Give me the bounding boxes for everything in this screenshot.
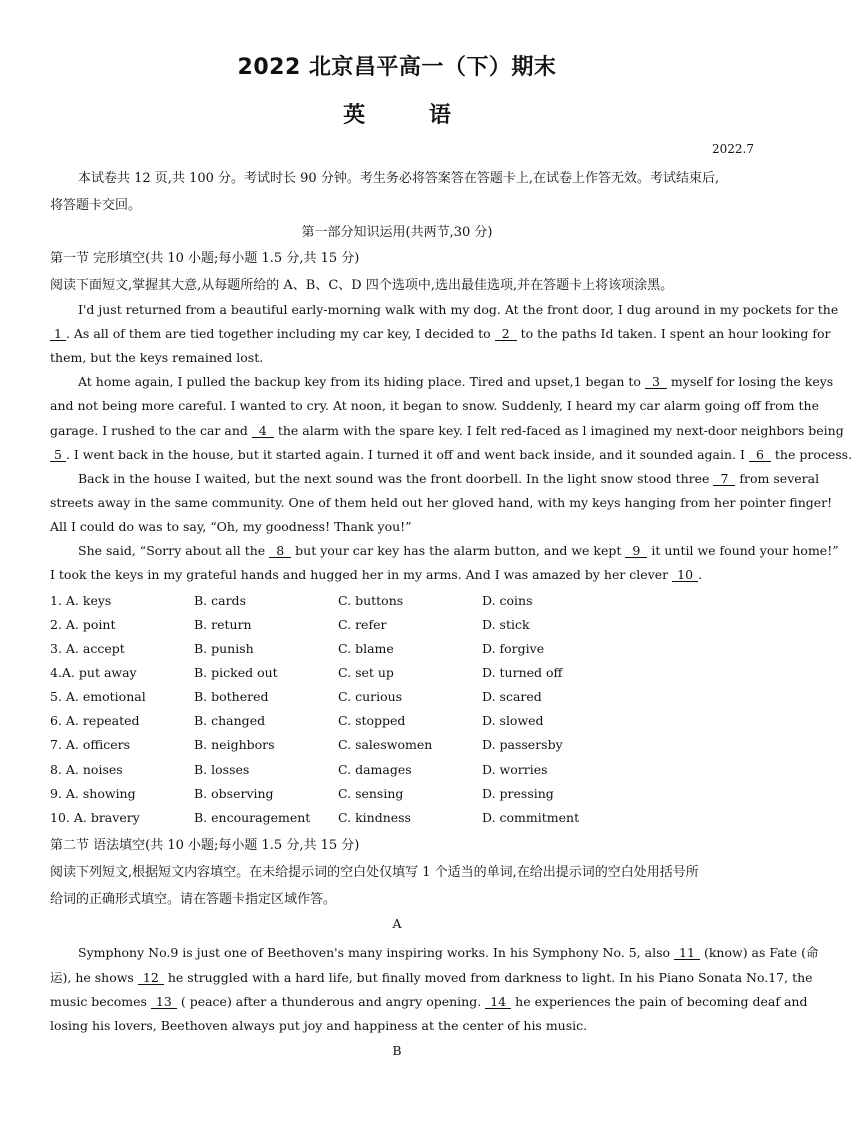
blank-11: 11 [674,946,700,960]
passage-line [78,543,839,558]
passage-text: . As all of them are tied together including my car key, I decided to [65,326,491,341]
passage-text: he struggled with a hard life, but finally moved from darkness to light. In his Piano Sonata No.17, the [167,970,813,985]
option-a: 2. A. point [50,617,116,632]
passage-text: . [698,567,703,582]
passage-b-label: B [392,1043,402,1058]
section2-direction-2: 给词的正确形式填空。请在答题卡指定区域作答。 [50,892,337,907]
passage-line [78,374,834,389]
option-b: B. neighbors [194,737,275,752]
option-c: C. sensing [338,786,404,801]
section2-direction-1: 阅读下列短文,根据短文内容填空。在未给提示词的空白处仅填写 1 个适当的单词,在给出提示词的空白处用括号所 [50,865,699,880]
passage-line [50,567,754,582]
option-a: 10. A. bravery [50,810,140,825]
passage-text: to the paths Id taken. I spent an hour looking for [520,326,831,341]
option-c: C. buttons [338,593,404,608]
option-a: 9. A. showing [50,786,136,801]
passage-line [50,968,813,986]
passage-a-label: A [392,916,402,931]
option-b: B. return [194,617,252,632]
blank-13: 13 [151,995,177,1009]
option-c: C. saleswomen [338,737,433,752]
passage-text: She said, “Sorry about all the [78,543,266,558]
passage-text: myself for losing the keys [670,374,834,389]
option-b: B. bothered [194,689,269,704]
option-a: 1. A. keys [50,593,112,608]
option-b: B. changed [194,713,266,728]
option-a: 3. A. accept [50,641,125,656]
blank-1: 1 [50,327,66,341]
blank-6: 6 [749,448,771,462]
passage-text: Back in the house I waited, but the next sound was the front doorbell. In the light snow stood three [78,471,710,486]
exam-title: 2022 北京昌平高一（下）期末 [237,55,557,80]
option-d: D. passersby [482,737,563,752]
option-c: C. refer [338,617,387,632]
passage-line: them, but the keys remained lost. [50,350,264,365]
option-a: 7. A. officers [50,737,131,752]
option-c: C. kindness [338,810,411,825]
blank-4: 4 [252,424,274,438]
blank-7: 7 [713,472,735,486]
passage-text: from several [739,471,820,486]
option-a: 4.A. put away [50,665,137,680]
blank-10: 10 [672,568,698,582]
subject-title: 英 语 [343,103,479,128]
passage-text: he experiences the pain of becoming deaf and [515,994,808,1009]
passage-text: . I went back in the house, but it started again. I turned it off and went back inside, and it sounded again. I [65,447,745,462]
option-d: D. worries [482,762,548,777]
passage-line [50,994,808,1009]
option-b: B. observing [194,786,274,801]
section1-heading: 第一节 完形填空(共 10 小题;每小题 1.5 分,共 15 分) [50,251,360,266]
option-c: C. damages [338,762,412,777]
passage-line [50,326,831,341]
option-b: B. encouragement [194,810,311,825]
passage-text: garage. I rushed to the car and [50,423,248,438]
passage-text: (know) as Fate (命 [703,945,819,960]
option-a: 8. A. noises [50,762,123,777]
option-b: B. picked out [194,665,278,680]
option-d: D. coins [482,593,533,608]
option-a: 5. A. emotional [50,689,146,704]
option-b: B. losses [194,762,250,777]
blank-14: 14 [485,995,511,1009]
option-d: D. stick [482,617,530,632]
option-c: C. stopped [338,713,406,728]
passage-line: and not being more careful. I wanted to cry. At noon, it began to snow. Suddenly, I heard my car alarm going off from the [50,398,819,413]
option-c: C. curious [338,689,403,704]
option-d: D. slowed [482,713,544,728]
passage-text: I took the keys in my grateful hands and hugged her in my arms. And I was amazed by her clever [50,567,669,582]
option-b: B. cards [194,593,246,608]
option-a: 6. A. repeated [50,713,140,728]
section1-direction: 阅读下面短文,掌握其大意,从每题所给的 A、B、C、D 四个选项中,选出最佳选项,并在答题卡上将该项涂黑。 [50,278,674,293]
option-c: C. blame [338,641,394,656]
passage-text: 运), he shows [50,970,134,985]
part1-heading: 第一部分知识运用(共两节,30 分) [301,225,493,240]
passage-line [78,943,819,961]
option-b: B. punish [194,641,254,656]
blank-12: 12 [138,971,164,985]
passage-text: ( peace) after a thunderous and angry opening. [180,994,482,1009]
section2-heading: 第二节 语法填空(共 10 小题;每小题 1.5 分,共 15 分) [50,838,360,853]
blank-2: 2 [495,327,517,341]
passage-text: the process. [774,447,852,462]
passage-line: losing his lovers, Beethoven always put joy and happiness at the center of his music. [50,1018,588,1033]
option-d: D. turned off [482,665,563,680]
instruction-line-2: 将答题卡交回。 [50,198,142,213]
option-c: C. set up [338,665,394,680]
option-d: D. forgive [482,641,545,656]
passage-line: All I could do was to say, “Oh, my goodness! Thank you!” [50,519,412,534]
blank-9: 9 [625,544,647,558]
option-d: D. pressing [482,786,554,801]
passage-text: At home again, I pulled the backup key from its hiding place. Tired and upset,1 began to [78,374,641,389]
blank-3: 3 [645,375,667,389]
passage-line: I'd just returned from a beautiful early-morning walk with my dog. At the front door, I dug around in my pockets for the [78,302,839,317]
exam-date: 2022.7 [712,142,754,156]
passage-text: music becomes [50,994,147,1009]
passage-line: streets away in the same community. One of them held out her gloved hand, with my keys hanging from her pointer finger! [50,495,833,510]
passage-text: but your car key has the alarm button, and we kept [295,543,622,558]
passage-text: it until we found your home!” [651,543,839,558]
passage-text: Symphony No.9 is just one of Beethoven's many inspiring works. In his Symphony No. 5, also [78,945,671,960]
blank-8: 8 [269,544,291,558]
passage-line [78,471,820,486]
passage-line [50,423,844,438]
option-d: D. commitment [482,810,580,825]
passage-text: the alarm with the spare key. I felt red-faced as l imagined my next-door neighbors being [277,423,844,438]
passage-line [50,447,852,462]
blank-5: 5 [50,448,66,462]
instruction-line-1: 本试卷共 12 页,共 100 分。考试时长 90 分钟。考生务必将答案答在答题卡上,在试卷上作答无效。考试结束后, [78,171,720,186]
option-d: D. scared [482,689,542,704]
